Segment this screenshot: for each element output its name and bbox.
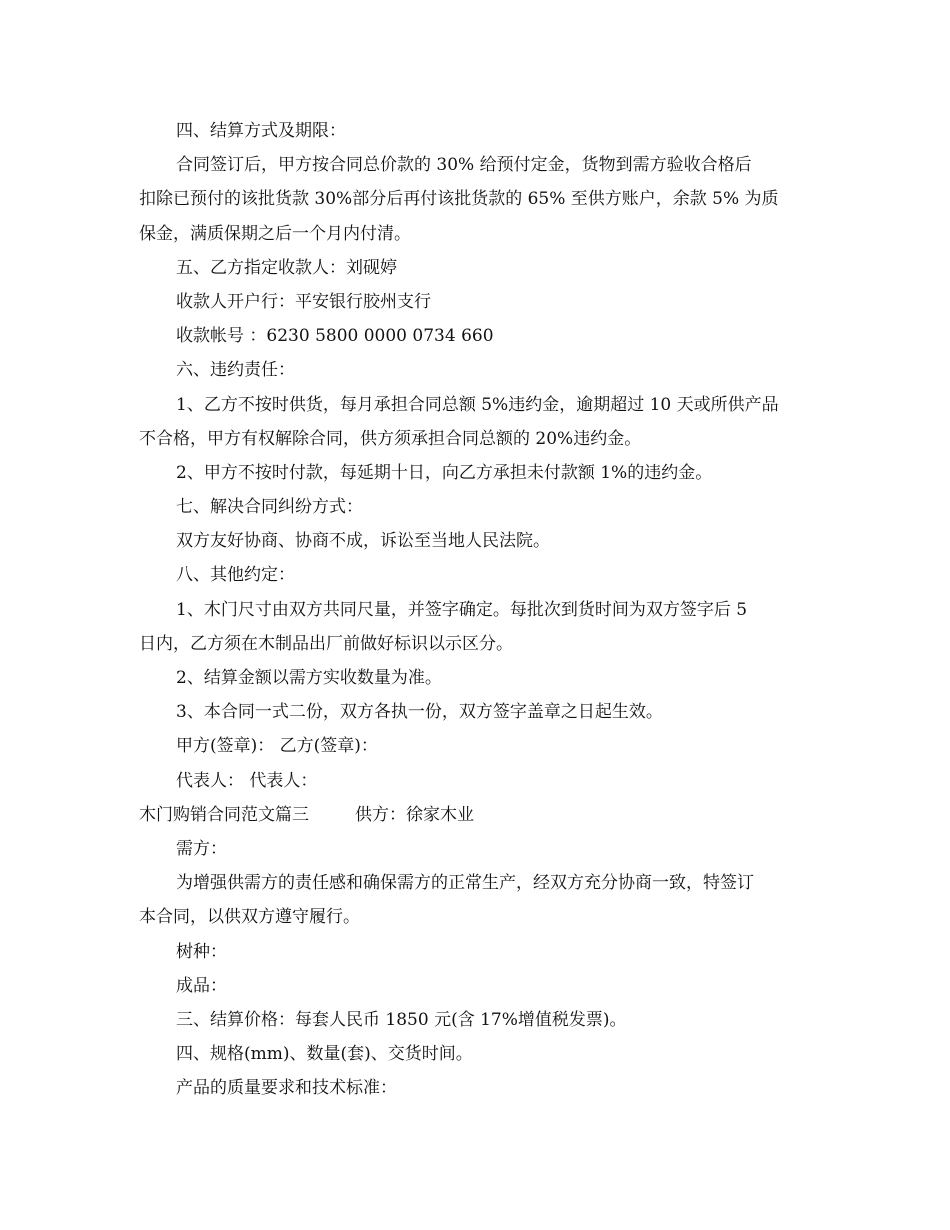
section-heading: 木门购销合同范文篇三 — [139, 804, 309, 825]
text-line: 收款帐号 ：6230 5800 0000 0734 660 — [176, 326, 494, 347]
text-line: 3、本合同一式二份，双方各执一份，双方签字盖章之日起生效。 — [176, 702, 663, 723]
text-line: 日内，乙方须在木制品出厂前做好标识以示区分。 — [139, 633, 513, 654]
text-line: 1、乙方不按时供货，每月承担合同总额 5%违约金，逾期超过 10 天或所供产品 — [176, 394, 779, 415]
text-line: 本合同，以供双方遵守履行。 — [139, 907, 360, 928]
text-line: 需方： — [176, 838, 227, 859]
text-line: 合同签订后，甲方按合同总价款的 30% 给预付定金，货物到需方验收合格后 — [176, 155, 752, 176]
text-line: 成品： — [176, 975, 227, 996]
text-line: 收款人开户行：平安银行胶州支行 — [176, 291, 431, 312]
text-line: 八、其他约定： — [176, 565, 295, 586]
text-line: 四、结算方式及期限： — [176, 121, 346, 141]
text-line: 四、规格(mm)、数量(套)、交货时间。 — [176, 1044, 473, 1065]
text-line: 三、结算价格：每套人民币 1850 元(含 17%增值税发票)。 — [176, 1009, 627, 1030]
text-line: 保金，满质保期之后一个月内付清。 — [139, 223, 411, 244]
text-line: 树种： — [176, 941, 227, 962]
text-line: 七、解决合同纠纷方式： — [176, 497, 363, 518]
text-line: 代表人： 代表人： — [176, 770, 318, 791]
text-line: 五、乙方指定收款人：刘砚婷 — [176, 257, 397, 278]
text-line: 2、甲方不按时付款，每延期十日，向乙方承担未付款额 1%的违约金。 — [176, 462, 713, 483]
text-line: 不合格，甲方有权解除合同，供方须承担合同总额的 20%违约金。 — [139, 428, 642, 449]
text-line: 产品的质量要求和技术标准： — [176, 1078, 397, 1099]
document-body — [139, 114, 815, 1105]
text-line: 2、结算金额以需方实收数量为准。 — [176, 668, 442, 688]
supplier-label: 供方：徐家木业 — [355, 804, 474, 825]
text-line: 扣除已预付的该批货款 30%部分后再付该批货款的 65% 至供方账户，余款 5% 为质 — [139, 189, 779, 210]
text-line: 六、违约责任： — [176, 360, 295, 381]
text-line: 甲方(签章)： 乙方(签章)： — [176, 736, 378, 757]
text-line: 1、木门尺寸由双方共同尺量，并签字确定。每批次到货时间为双方签字后 5 — [176, 599, 748, 620]
text-line: 为增强供需方的责任感和确保需方的正常生产，经双方充分协商一致，特签订 — [176, 873, 754, 894]
text-line: 双方友好协商、协商不成，诉讼至当地人民法院。 — [176, 531, 550, 552]
section-heading-line — [139, 798, 815, 832]
